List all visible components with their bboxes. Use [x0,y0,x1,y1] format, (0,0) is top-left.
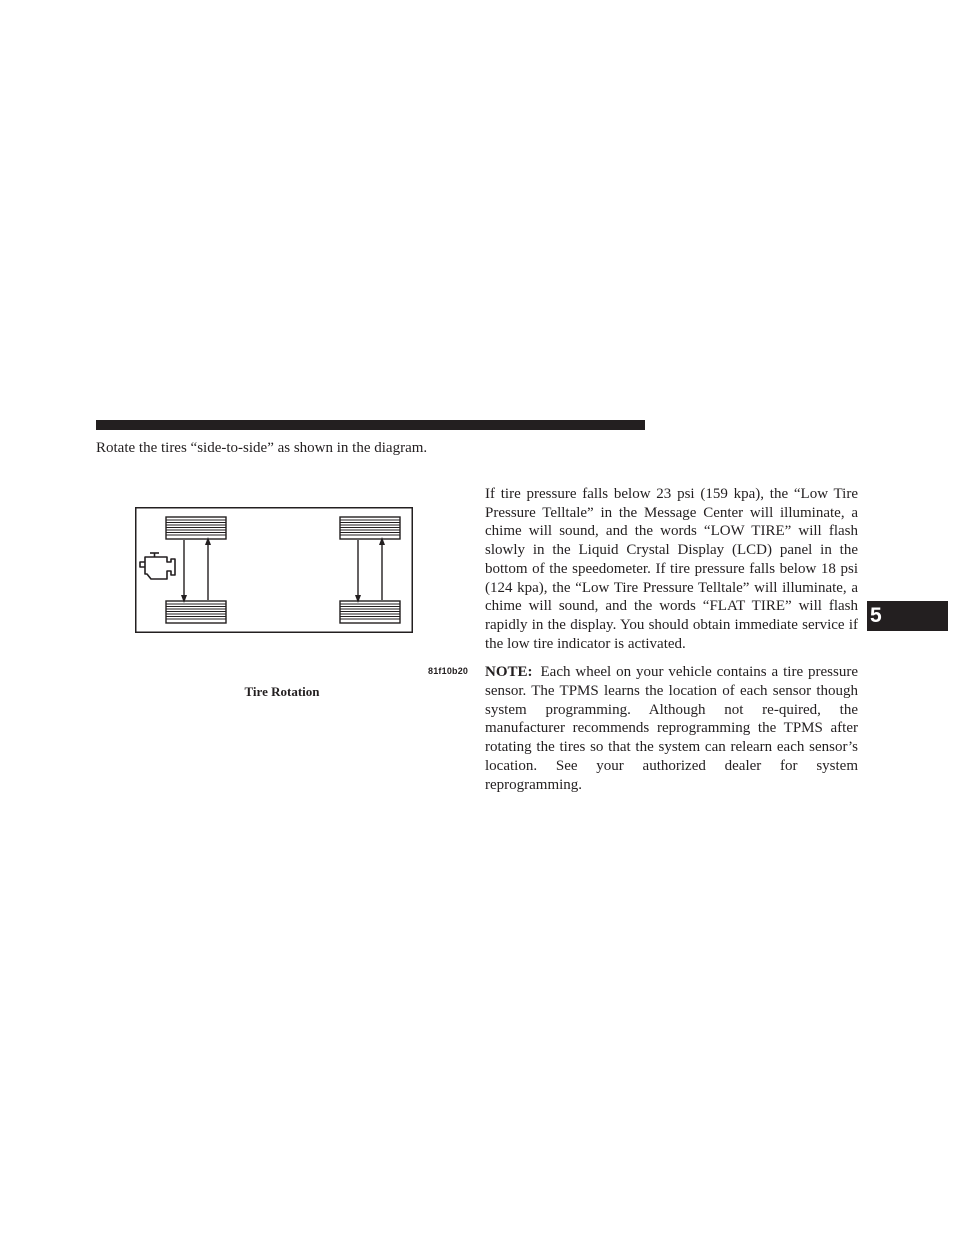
chapter-tab: 5 [867,601,948,631]
note-paragraph [485,663,858,794]
tire-icon-front-right [340,517,400,539]
intro-text: Rotate the tires “side-to-side” as shown in the diagram. [96,440,428,456]
tpms-paragraph: If tire pressure falls below 23 psi (159 kpa), the “Low Tire Pressure Telltale” in the Message Center will illuminate, a chime will sound, and the words “LOW TIRE” will flash slowly in the Liquid Crystal Display (LCD) panel in the bottom of the speedometer. If tire pressure falls below 18 psi (124 kpa), the “Low Tire Pressure Telltale” will illuminate, a chime will sound, and the words “FLAT TIRE” will flash rapidly in the display. You should obtain immediate service if the low tire indicator is activated. [485,486,858,652]
note-label: NOTE: [485,664,533,681]
tire-icon-front-left [166,517,226,539]
figure-caption: Tire Rotation [244,684,320,699]
note-text: Each wheel on your vehicle contains a tire pressure sensor. The TPMS learns the location of each sensor though system programming. Although not re-quired, the manufacturer recommends reprogramming the TPMS after rotating the tires so that the system can relearn each sensor’s location. See your authorized dealer for system reprogramming. [485,664,858,793]
top-rule [96,420,645,430]
right-column [485,485,858,804]
tire-icon-rear-left [166,601,226,623]
figure-code: 81f10b20 [428,666,469,676]
tire-icon-rear-right [340,601,400,623]
tire-rotation-diagram [135,507,413,633]
